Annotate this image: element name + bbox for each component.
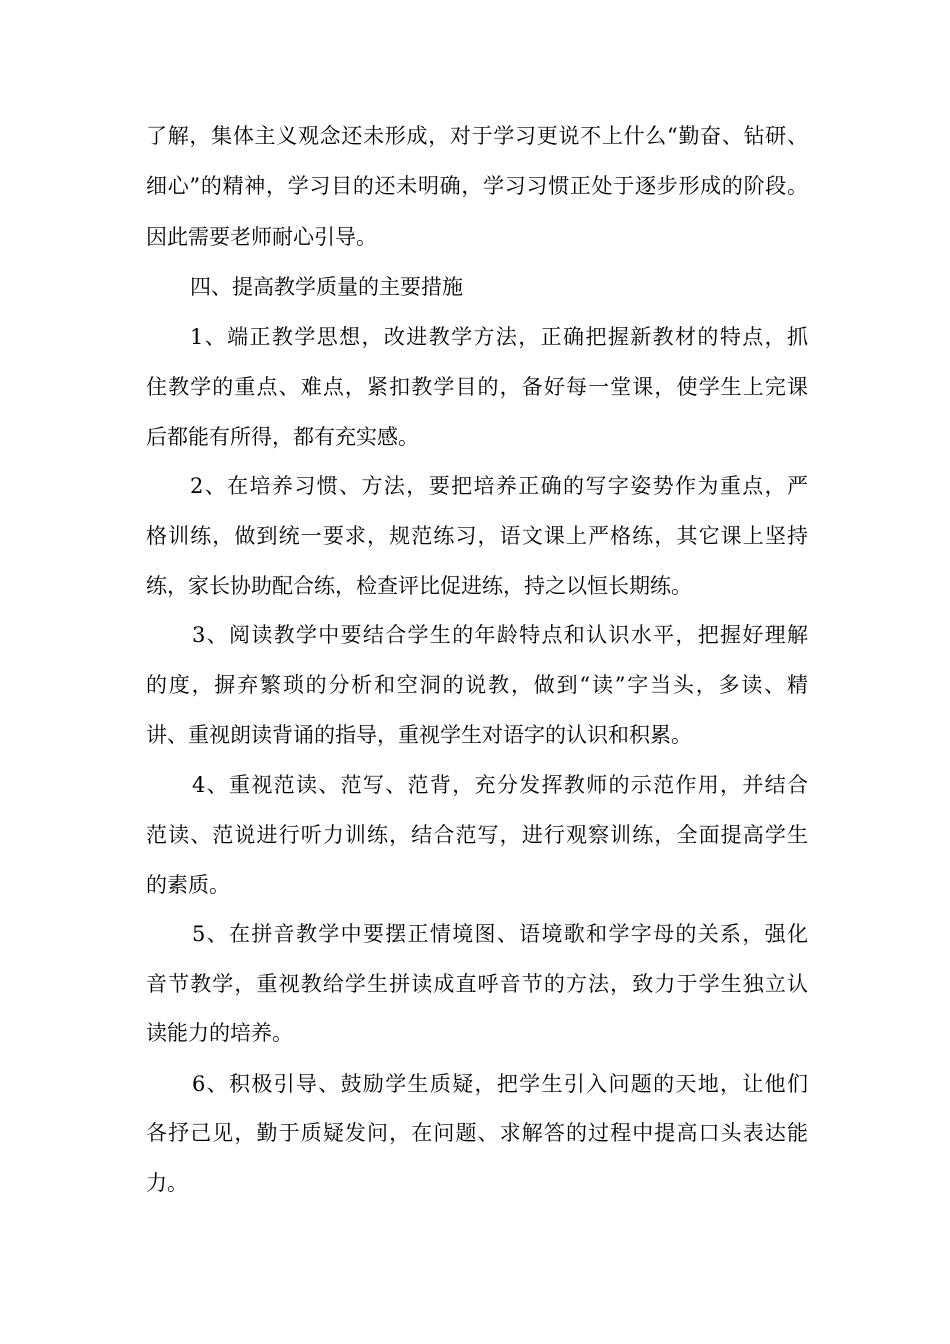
list-item-line: 后都能有所得，都有充实感。 (146, 425, 419, 449)
list-item-line: 力。 (146, 1171, 188, 1195)
paragraph-line: 因此需要老师耐心引导。 (146, 225, 377, 249)
list-item-line: 格训练，做到统一要求，规范练习，语文课上严格练，其它课上坚持 (146, 524, 808, 548)
list-item-line: 讲、重视朗读背诵的指导，重视学生对语字的认识和积累。 (146, 723, 692, 747)
list-item-line: 的度，摒弃繁琐的分析和空洞的说教，做到“读”字当头，多读、精 (146, 673, 808, 697)
list-item-line: 读能力的培养。 (146, 1021, 293, 1045)
list-item-line: 2、在培养习惯、方法，要把培养正确的写字姿势作为重点，严 (190, 474, 808, 498)
list-item-line: 练，家长协助配合练，检查评比促进练，持之以恒长期练。 (146, 574, 692, 598)
section-heading: 四、提高教学质量的主要措施 (190, 275, 463, 299)
list-item-line: 音节教学，重视教给学生拼读成直呼音节的方法，致力于学生独立认 (146, 972, 808, 996)
list-item-line: 5、在拼音教学中要摆正情境图、语境歌和学字母的关系，强化 (192, 922, 808, 946)
list-item-line: 住教学的重点、难点，紧扣教学目的，备好每一堂课，使学生上完课 (146, 375, 808, 399)
paragraph-line: 细心”的精神，学习目的还未明确，学习习惯正处于逐步形成的阶段。 (146, 174, 808, 198)
list-item-line: 4、重视范读、范写、范背，充分发挥教师的示范作用，并结合 (192, 773, 808, 797)
paragraph-line: 了解，集体主义观念还未形成，对于学习更说不上什么“勤奋、钻研、 (146, 124, 808, 148)
list-item-line: 范读、范说进行听力训练，结合范写，进行观察训练，全面提高学生 (146, 823, 808, 847)
list-item-line: 6、积极引导、鼓励学生质疑，把学生引入问题的天地，让他们 (192, 1072, 808, 1096)
list-item-line: 各抒己见，勤于质疑发问，在问题、求解答的过程中提高口头表达能 (146, 1121, 808, 1145)
list-item-line: 的素质。 (146, 873, 230, 897)
list-item-line: 3、阅读教学中要结合学生的年龄特点和认识水平，把握好理解 (192, 623, 808, 647)
list-item-line: 1、端正教学思想，改进教学方法，正确把握新教材的特点，抓 (190, 325, 808, 349)
